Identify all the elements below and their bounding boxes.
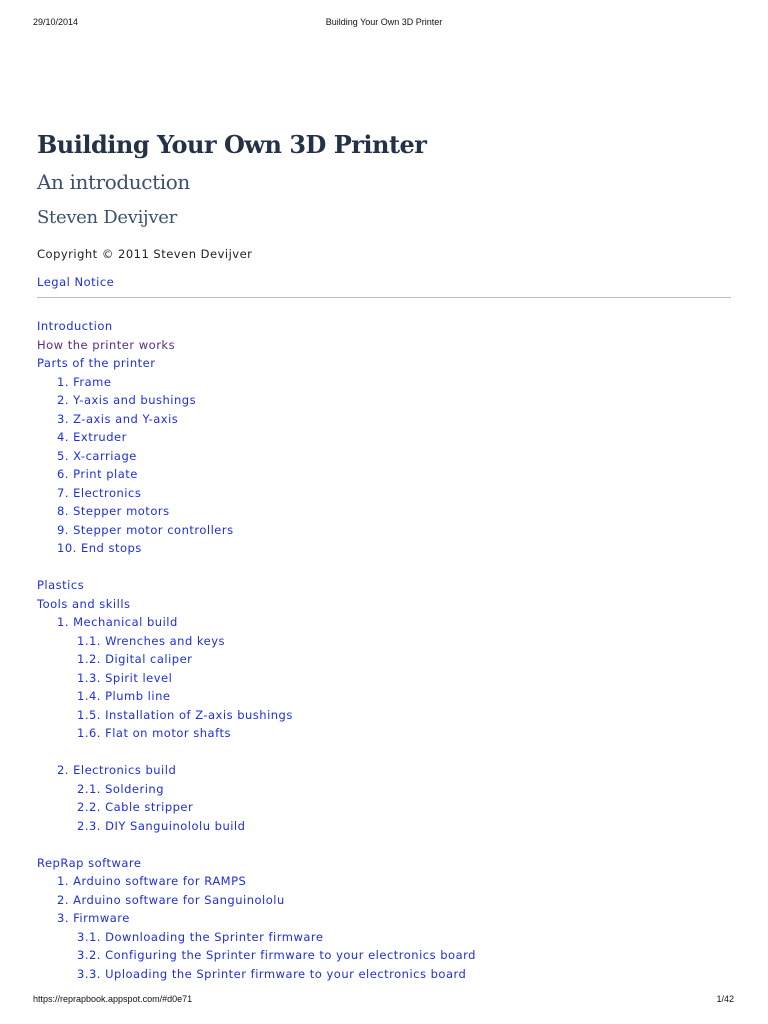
toc-item[interactable]: 1. Frame: [57, 374, 112, 389]
toc-item[interactable]: 9. Stepper motor controllers: [57, 522, 234, 537]
document-title: Building Your Own 3D Printer: [37, 130, 427, 159]
toc-mechanical-build[interactable]: 1. Mechanical build: [57, 615, 178, 629]
toc-item[interactable]: 1.2. Digital caliper: [77, 652, 193, 666]
toc-item[interactable]: 3.2. Configuring the Sprinter firmware to your electronics board: [77, 948, 476, 962]
print-url: https://reprapbook.appspot.com/#d0e71: [33, 994, 193, 1004]
toc-tools-and-skills[interactable]: Tools and skills: [37, 596, 131, 611]
toc-item[interactable]: 3.1. Downloading the Sprinter firmware: [77, 929, 324, 944]
toc-item[interactable]: 1.1. Wrenches and keys: [77, 633, 226, 648]
document-author: Steven Devijver: [37, 207, 177, 228]
toc-item[interactable]: 7. Electronics: [57, 485, 142, 500]
toc-electronics-build[interactable]: 2. Electronics build: [57, 763, 177, 777]
toc-item[interactable]: 6. Print plate: [57, 467, 138, 481]
toc-reprap-software[interactable]: RepRap software: [37, 855, 142, 870]
toc-how-printer-works[interactable]: How the printer works: [37, 337, 176, 352]
print-header: [0, 17, 768, 31]
toc-parts-of-printer[interactable]: Parts of the printer: [37, 356, 156, 370]
print-date: 29/10/2014: [33, 17, 79, 27]
toc-spacer: [37, 743, 731, 762]
toc-item[interactable]: 1.4. Plumb line: [77, 689, 171, 703]
toc-item[interactable]: 2.1. Soldering: [77, 781, 165, 796]
toc-item[interactable]: 2.2. Cable stripper: [77, 800, 194, 814]
toc-item[interactable]: 1.5. Installation of Z-axis bushings: [77, 707, 293, 722]
toc-spacer: [37, 835, 731, 854]
toc-item[interactable]: 4. Extruder: [57, 430, 127, 444]
toc-spacer: [37, 558, 731, 577]
toc-item[interactable]: 5. X-carriage: [57, 448, 137, 463]
copyright-notice: Copyright © 2011 Steven Devijver: [37, 247, 253, 261]
toc-firmware[interactable]: 3. Firmware: [57, 911, 130, 925]
document-body: [37, 128, 731, 983]
toc-item[interactable]: 1.6. Flat on motor shafts: [77, 726, 231, 740]
print-footer: [0, 994, 768, 1008]
toc-item[interactable]: 2. Arduino software for Sanguinololu: [57, 892, 285, 907]
toc-item[interactable]: 1. Arduino software for RAMPS: [57, 874, 247, 888]
legal-notice-link[interactable]: Legal Notice: [37, 275, 115, 289]
toc-item[interactable]: 1.3. Spirit level: [77, 670, 173, 685]
document-subtitle: An introduction: [37, 170, 190, 194]
toc-item[interactable]: 2.3. DIY Sanguinololu build: [77, 818, 246, 833]
print-page-title: Building Your Own 3D Printer: [325, 17, 443, 27]
toc-item[interactable]: 3.3. Uploading the Sprinter firmware to your electronics board: [77, 966, 467, 981]
toc-item[interactable]: 2. Y-axis and bushings: [57, 393, 197, 407]
divider: [37, 297, 731, 298]
toc-introduction[interactable]: Introduction: [37, 319, 113, 333]
print-page-number: 1/42: [716, 994, 734, 1004]
toc-item[interactable]: 8. Stepper motors: [57, 504, 170, 518]
table-of-contents: [37, 317, 731, 983]
toc-item[interactable]: 3. Z-axis and Y-axis: [57, 411, 179, 426]
toc-item[interactable]: 10. End stops: [57, 541, 142, 555]
toc-plastics[interactable]: Plastics: [37, 578, 85, 592]
